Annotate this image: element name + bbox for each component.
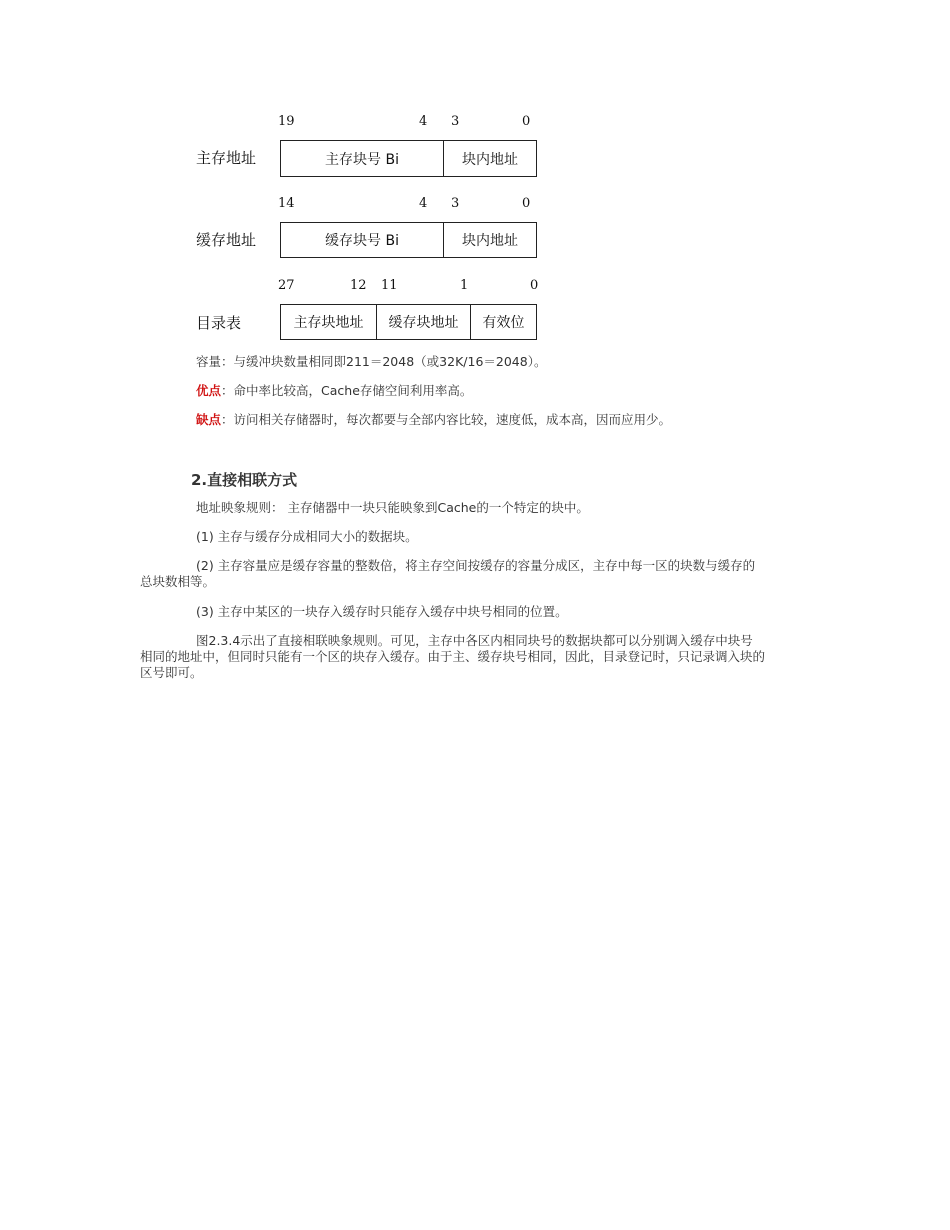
- bit-label: 3: [451, 114, 460, 129]
- bit-label: 12: [350, 278, 367, 293]
- pros-label: 优点: [196, 383, 222, 398]
- bit-label: 0: [522, 114, 531, 129]
- bit-label: 4: [419, 114, 428, 129]
- field-block-offset: 块内地址: [443, 223, 536, 257]
- pros-line: [196, 383, 472, 399]
- row-label-main-address: 主存地址: [196, 149, 257, 167]
- field-main-block-address: 主存块地址: [293, 315, 364, 331]
- figure-note-line-1: 图2.3.4示出了直接相联映象规则。可见，主存中各区内相同块号的数据块都可以分别调入缓存中块号: [196, 633, 753, 648]
- cons-line: [196, 412, 671, 428]
- section-heading: 2.直接相联方式: [191, 471, 298, 489]
- bit-label: 11: [381, 278, 398, 293]
- address-field-box: [280, 222, 537, 258]
- field-valid-bit: 有效位: [470, 305, 536, 339]
- bit-label: 1: [460, 278, 469, 293]
- row-label-cache-address: 缓存地址: [196, 231, 257, 249]
- bit-label: 4: [419, 196, 428, 211]
- field-cache-block-address: 缓存块地址: [376, 305, 470, 339]
- bit-label: 3: [451, 196, 460, 211]
- point-3-text: (3) 主存中某区的一块存入缓存时只能存入缓存中块号相同的位置。: [196, 604, 568, 619]
- bit-label: 19: [278, 114, 295, 129]
- cons-text: ：访问相关存储器时，每次都要与全部内容比较，速度低，成本高，因而应用少。: [221, 412, 672, 427]
- figure-note-line-3: 区号即可。: [140, 665, 203, 680]
- row-label-directory: 目录表: [196, 314, 242, 332]
- bit-label: 14: [278, 196, 295, 211]
- point-1-text: (1) 主存与缓存分成相同大小的数据块。: [196, 529, 418, 544]
- bit-label: 0: [522, 196, 531, 211]
- bit-label: 27: [278, 278, 295, 293]
- field-main-block-number: 主存块号 Bi: [325, 151, 399, 168]
- field-cache-block-number: 缓存块号 Bi: [325, 233, 399, 249]
- bit-label: 0: [530, 278, 539, 293]
- address-field-box: [280, 140, 537, 177]
- point-2-line-1: (2) 主存容量应是缓存容量的整数倍，将主存空间按缓存的容量分成区，主存中每一区的块数与缓存的: [196, 558, 756, 573]
- figure-note-line-2: 相同的地址中，但同时只能有一个区的块存入缓存。由于主、缓存块号相同，因此，目录登记时，只记录调入块的: [140, 649, 766, 664]
- cons-label: 缺点: [196, 412, 222, 427]
- mapping-rule-text: 地址映象规则： 主存储器中一块只能映象到Cache的一个特定的块中。: [196, 500, 589, 515]
- pros-text: ：命中率比较高，Cache存储空间利用率高。: [221, 383, 473, 398]
- field-block-offset: 块内地址: [443, 141, 536, 176]
- capacity-text: 容量：与缓冲块数量相同即211＝2048（或32K/16＝2048）。: [196, 354, 547, 369]
- directory-field-box: [280, 304, 537, 340]
- point-2-line-2: 总块数相等。: [140, 574, 216, 589]
